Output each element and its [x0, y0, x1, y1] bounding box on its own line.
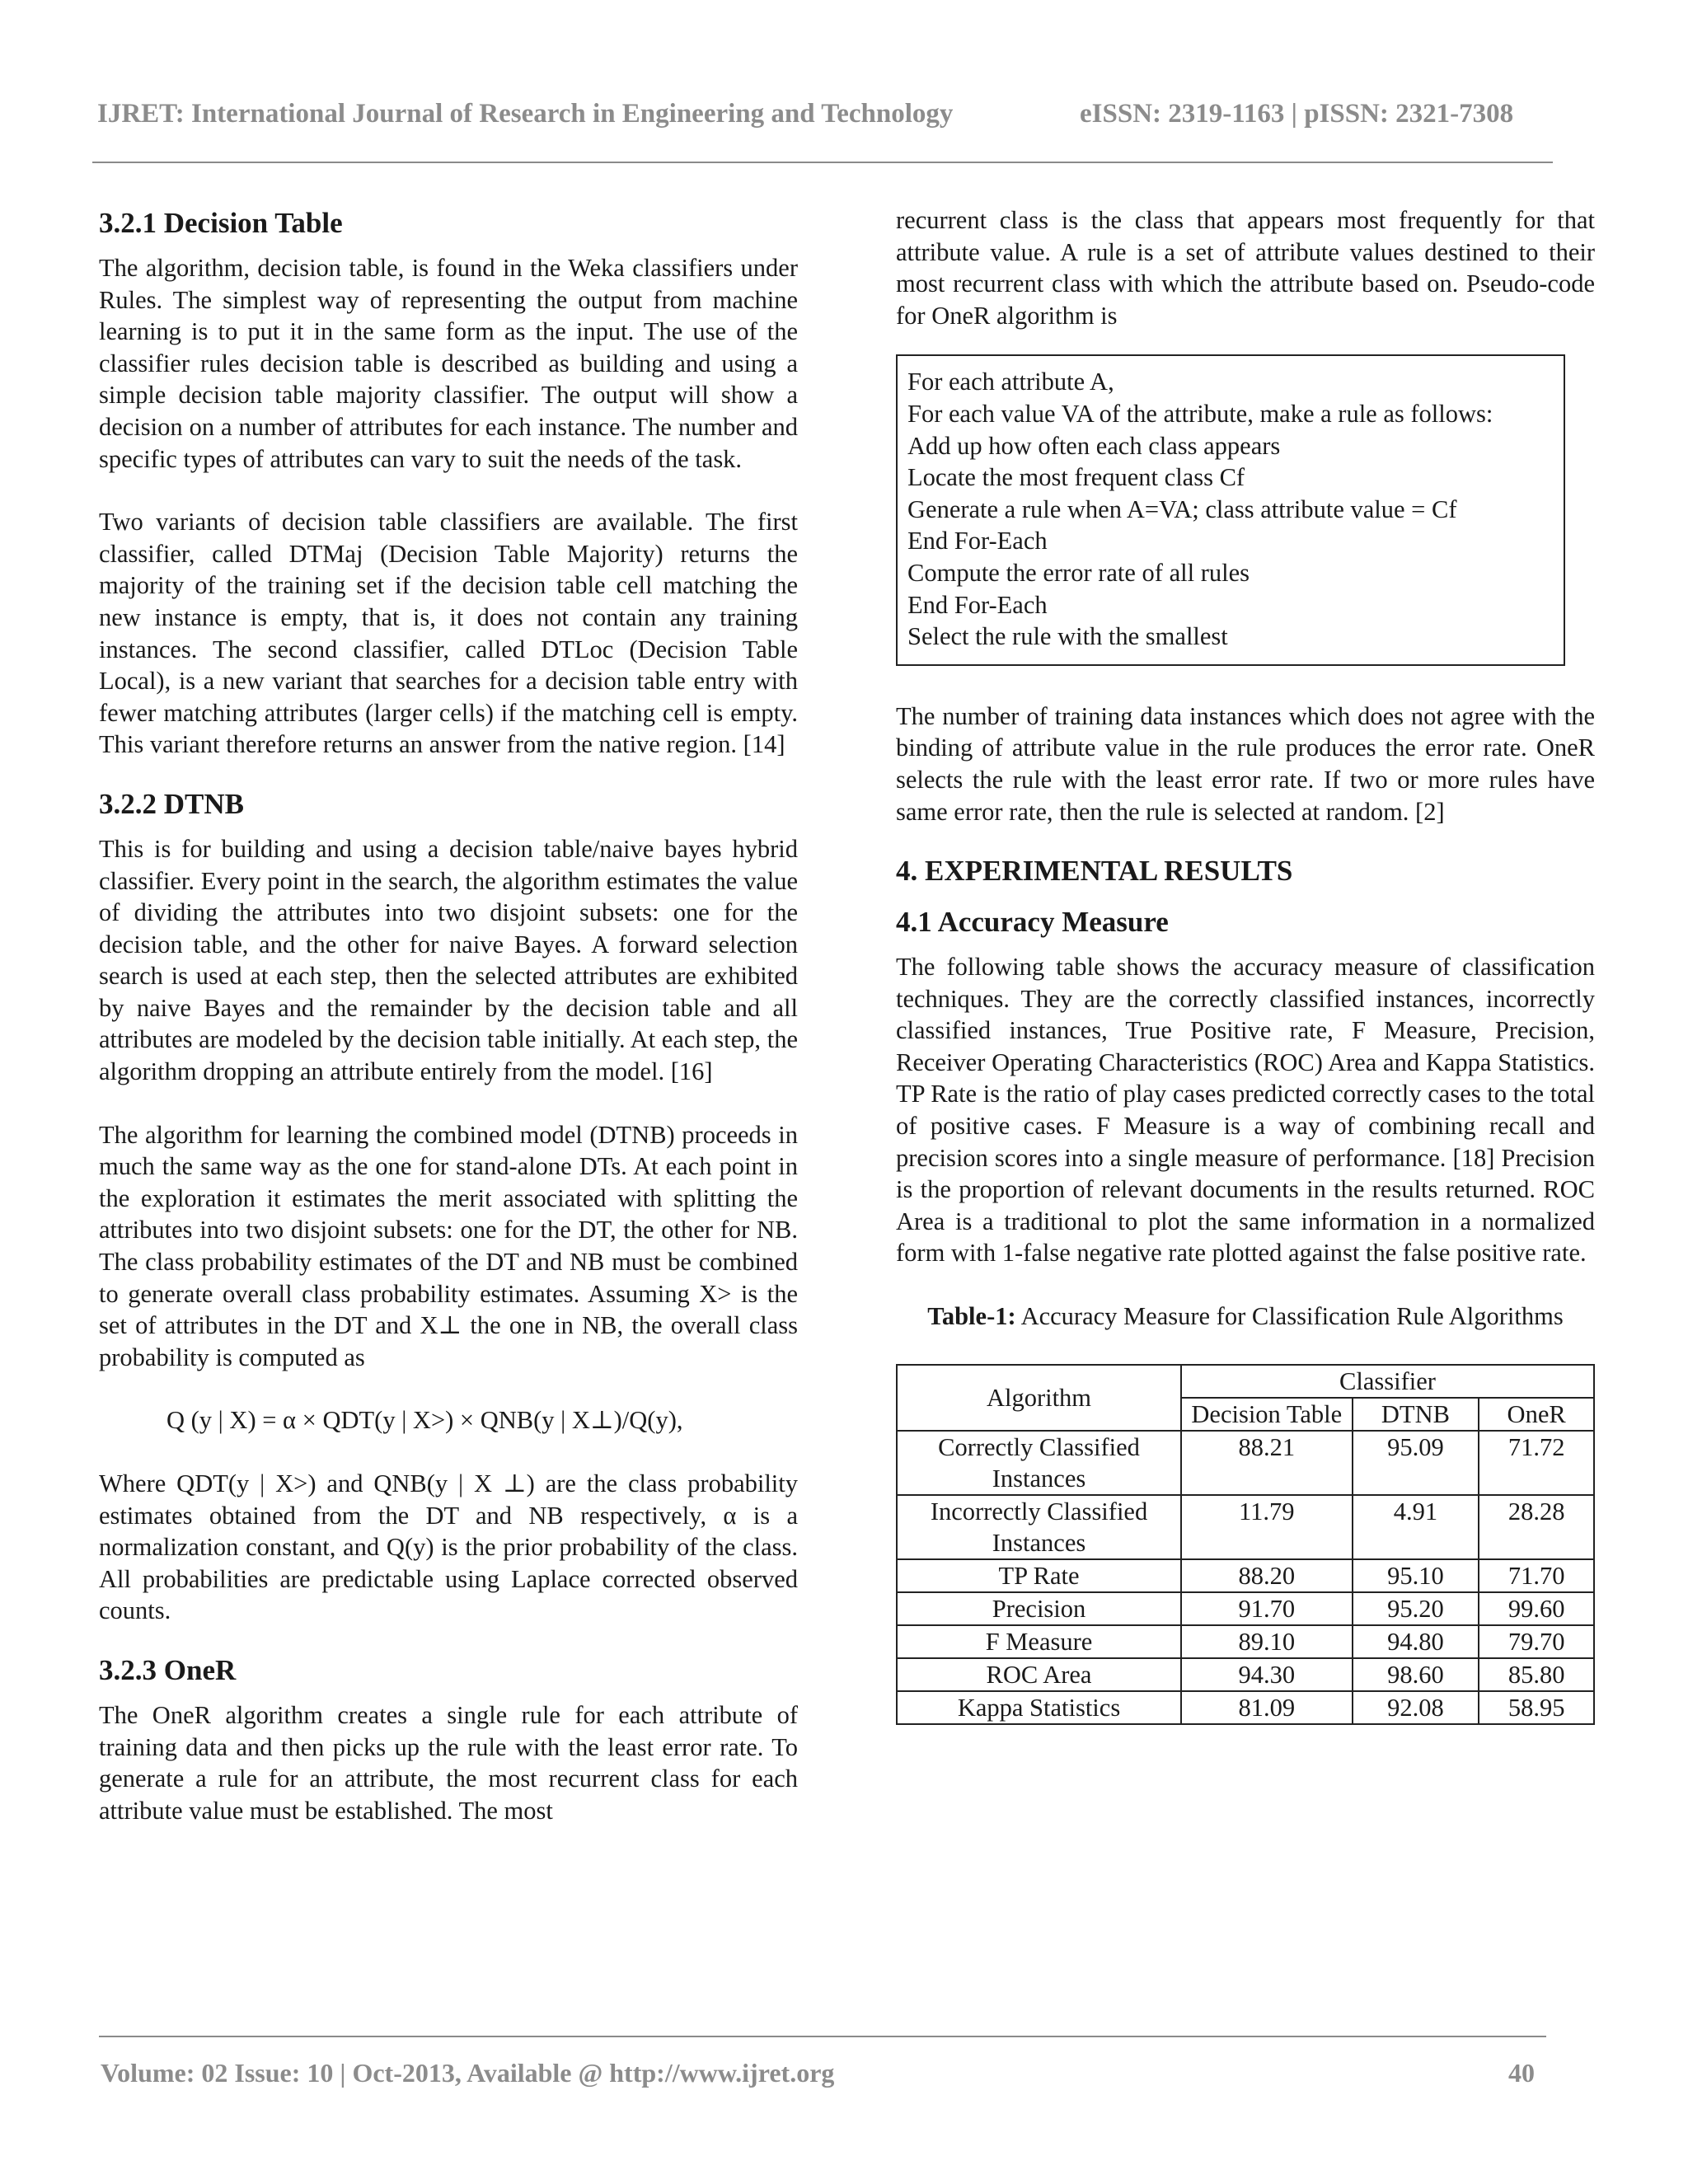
table-cell: 71.72: [1479, 1431, 1594, 1495]
header-oner: OneR: [1479, 1398, 1594, 1431]
table-cell: 95.10: [1353, 1559, 1479, 1592]
table-cell: 99.60: [1479, 1592, 1594, 1625]
table-cell: 95.20: [1353, 1592, 1479, 1625]
table-cell: 94.80: [1353, 1625, 1479, 1658]
running-footer: [101, 2058, 1535, 2088]
right-column: [896, 204, 1595, 1725]
table-row: [897, 1691, 1594, 1724]
table-cell: 11.79: [1181, 1495, 1353, 1559]
header-dtnb: DTNB: [1353, 1398, 1479, 1431]
header-rule: [92, 162, 1553, 163]
formula: Q (y | X) = α × QDT(y | X>) × QNB(y | X⊥)/Q(y),: [166, 1406, 683, 1435]
section-title-decision-table: 3.2.1 Decision Table: [99, 207, 343, 239]
table-row: [897, 1431, 1594, 1495]
table-row: [897, 1592, 1594, 1625]
table-row: [897, 1625, 1594, 1658]
row-label: F Measure: [897, 1625, 1181, 1658]
caption-text: Accuracy Measure for Classification Rule Algorithms: [1015, 1302, 1564, 1331]
page-number: 40: [1508, 2058, 1535, 2088]
paragraph: This is for building and using a decision table/naive bayes hybrid classifier. Every point in the search, the algorithm estimates the value of dividing the attributes into two disjoint subsets: one for the decision table, and the other for naive Bayes. A forward selection search is used at each step, then the selected attributes are exhibited by naive Bayes and the remainder by the decision table and all attributes are modeled by the decision table initially. At each step, the algorithm dropping an attribute entirely from the model. [16]: [99, 834, 798, 1086]
footer-rule: [99, 2036, 1546, 2037]
journal-title: IJRET: International Journal of Research in Engineering and Technology: [97, 99, 954, 129]
left-column: [99, 203, 798, 1826]
caption-label: Table-1:: [927, 1302, 1016, 1331]
table-cell: 92.08: [1353, 1691, 1479, 1724]
paragraph: Two variants of decision table classifiers are available. The first classifier, called DTMaj (Decision Table Majority) returns the majority of the training set if the decision table cell matching the new instance is empty, that is, it does not contain any training instances. The second classifier, called DTLoc (Decision Table Local), is a new variant that searches for a decision table entry with fewer matching attributes (larger cells) if the matching cell is empty. This variant therefore returns an answer from the native region. [14]: [99, 508, 798, 759]
paragraph: The OneR algorithm creates a single rule for each attribute of training data and then picks up the rule with the least error rate. To generate a rule for an attribute, the most recurrent class for each attribute value must be established. The most: [99, 1700, 798, 1825]
table-cell: 28.28: [1479, 1495, 1594, 1559]
table-cell: 85.80: [1479, 1658, 1594, 1691]
header-decision-table: Decision Table: [1181, 1398, 1353, 1431]
row-label: Incorrectly Classified Instances: [897, 1495, 1181, 1559]
table-cell: 71.70: [1479, 1559, 1594, 1592]
paragraph: recurrent class is the class that appears most frequently for that attribute value. A rule is a set of attribute values destined to their most recurrent class with which the attribute based on. Pseudo-code for OneR algorithm is: [896, 206, 1595, 330]
table-cell: 81.09: [1181, 1691, 1353, 1724]
accuracy-table: [896, 1364, 1595, 1725]
table-caption: [896, 1301, 1595, 1333]
pseudocode-line: For each attribute A,: [907, 368, 1114, 396]
section-title-dtnb: 3.2.2 DTNB: [99, 787, 244, 820]
table-cell: 95.09: [1353, 1431, 1479, 1495]
section-title-experimental-results: 4. EXPERIMENTAL RESULTS: [896, 855, 1293, 888]
pseudocode-box: [896, 354, 1565, 665]
table-cell: 91.70: [1181, 1592, 1353, 1625]
table-cell: 98.60: [1353, 1658, 1479, 1691]
row-label: TP Rate: [897, 1559, 1181, 1592]
header-algorithm: Algorithm: [897, 1365, 1181, 1431]
volume-info: Volume: 02 Issue: 10 | Oct-2013, Available @ http://www.ijret.org: [101, 2058, 835, 2088]
paragraph: The algorithm for learning the combined model (DTNB) proceeds in much the same way as the one for stand-alone DTs. At each point in the exploration it estimates the merit associated with splitting the attributes into two disjoint subsets: one for the DT, the other for NB. The class probability estimates of the DT and NB must be combined to generate overall class probability estimates. Assuming X> is the set of attributes in the DT and X⊥ the one in NB, the overall class probability is computed as: [99, 1120, 798, 1371]
paragraph: The number of training data instances which does not agree with the binding of attribute value in the rule produces the error rate. OneR selects the rule with the least error rate. If two or more rules have same error rate, then the rule is selected at random. [2]: [896, 701, 1595, 826]
pseudocode-line: End For-Each: [907, 527, 1048, 555]
issn-info: eISSN: 2319-1163 | pISSN: 2321-7308: [1080, 99, 1514, 129]
table-cell: 94.30: [1181, 1658, 1353, 1691]
row-label: Kappa Statistics: [897, 1691, 1181, 1724]
pseudocode-line: End For-Each: [907, 590, 1048, 619]
paragraph: The following table shows the accuracy measure of classification techniques. They are the correctly classified instances, incorrectly classified instances, True Positive rate, F Measure, Precision, Receiver Operating Characteristics (ROC) Area and Kappa Statistics. TP Rate is the ratio of play cases predicted correctly cases to the total of positive cases. F Measure is a way of combining recall and precision scores into a single measure of performance. [18] Precision is the proportion of relevant documents in the results returned. ROC Area is a traditional to plot the same information in a normalized form with 1-false negative rate plotted against the false positive rate.: [896, 953, 1595, 1268]
section-title-accuracy-measure: 4.1 Accuracy Measure: [896, 906, 1169, 939]
section-title-oner: 3.2.3 OneR: [99, 1653, 237, 1686]
pseudocode-line: Locate the most frequent class Cf: [907, 463, 1245, 492]
header-classifier: Classifier: [1181, 1365, 1594, 1398]
table-cell: 88.20: [1181, 1559, 1353, 1592]
table-cell: 88.21: [1181, 1431, 1353, 1495]
table-cell: 79.70: [1479, 1625, 1594, 1658]
pseudocode-line: Compute the error rate of all rules: [907, 558, 1250, 587]
row-label: Correctly Classified Instances: [897, 1431, 1181, 1495]
paragraph: Where QDT(y | X>) and QNB(y | X ⊥) are the class probability estimates obtained from the DT and NB respectively, α is a normalization constant, and Q(y) is the prior probability of the class. All probabilities are predictable using Laplace corrected observed counts.: [99, 1469, 798, 1625]
table-cell: 89.10: [1181, 1625, 1353, 1658]
pseudocode-line: Select the rule with the smallest: [907, 622, 1228, 651]
table-row: [897, 1495, 1594, 1559]
table-cell: 58.95: [1479, 1691, 1594, 1724]
row-label: ROC Area: [897, 1658, 1181, 1691]
paragraph: The algorithm, decision table, is found in the Weka classifiers under Rules. The simplest way of representing the output from machine learning is to put it in the same form as the input. The use of the classifier rules decision table is described as building and using a simple decision table majority classifier. The output will show a decision on a number of attributes for each instance. The number and specific types of attributes can vary to suit the needs of the task.: [99, 254, 798, 473]
table-row: [897, 1658, 1594, 1691]
running-header: [97, 99, 1548, 129]
pseudocode-line: Generate a rule when A=VA; class attribute value = Cf: [907, 494, 1457, 523]
pseudocode-line: Add up how often each class appears: [907, 431, 1281, 460]
pseudocode-line: For each value VA of the attribute, make a rule as follows:: [907, 399, 1493, 428]
table-row: [897, 1559, 1594, 1592]
table-cell: 4.91: [1353, 1495, 1479, 1559]
row-label: Precision: [897, 1592, 1181, 1625]
